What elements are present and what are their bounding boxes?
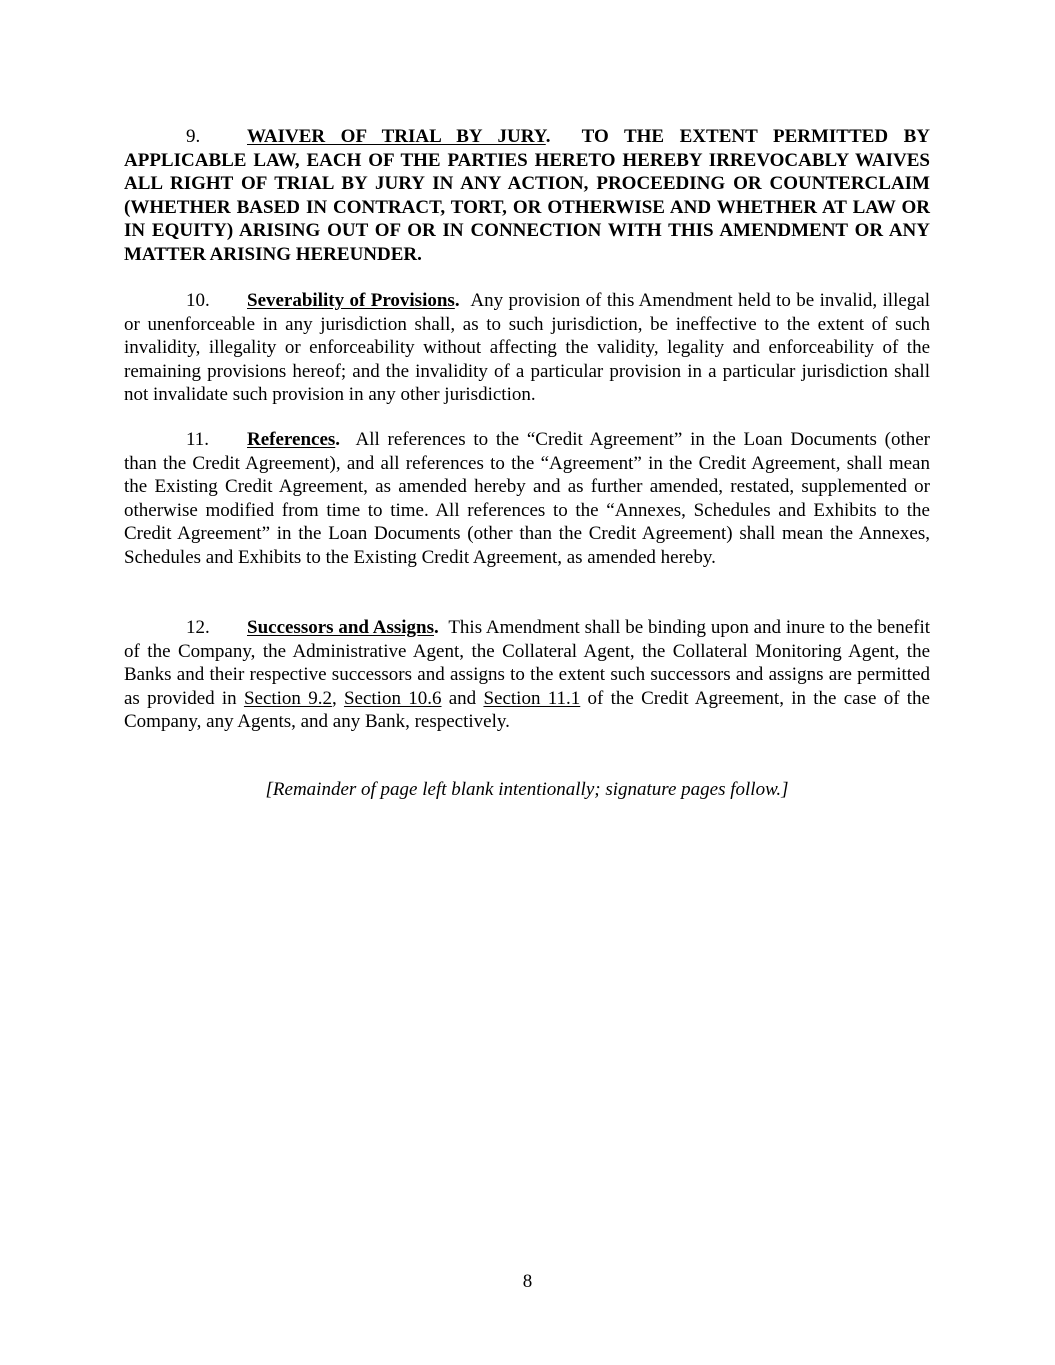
- remainder-note: [Remainder of page left blank intentionally; signature pages follow.]: [265, 779, 789, 800]
- section-12-paragraph: [124, 616, 930, 734]
- section-9-paragraph: [124, 125, 930, 267]
- section-body: All references to the “Credit Agreement” in the Loan Documents (other than the Credit Agreement), and all references to the “Agreement” in the Credit Agreement, shall mean the Existing Credit Agreement, as amended hereby and as further amended, restated, supplemented or otherwise modified from time to time. All references to the “Annexes, Schedules and Exhibits to the Credit Agreement” in the Loan Documents (other than the Credit Agreement) shall mean the Annexes, Schedules and Exhibits to the Existing Credit Agreement, as amended hereby.: [124, 429, 931, 568]
- section-heading: WAIVER OF TRIAL BY JURY: [247, 126, 546, 147]
- section-cross-reference: Section 11.1: [483, 687, 581, 709]
- section-heading-punct: .: [545, 126, 551, 147]
- section-11-paragraph: [124, 428, 930, 570]
- section-heading-punct: .: [433, 617, 439, 638]
- section-heading-punct: .: [454, 290, 460, 311]
- section-number: 12.: [186, 617, 210, 638]
- section-10-paragraph: [124, 289, 930, 407]
- section-cross-reference: Section 9.2: [243, 687, 332, 709]
- section-heading-punct: .: [335, 429, 341, 450]
- section-body: TO THE EXTENT PERMITTED BY APPLICABLE LAW, EACH OF THE PARTIES HERETO HEREBY IRREVOCABLY WAIVES ALL RIGHT OF TRIAL BY JURY IN ANY ACTION, PROCEEDING OR COUNTERCLAIM (WHETHER BASED IN CONTRACT, TORT, OR OTHERWISE AND WHETHER AT LAW OR IN EQUITY) ARISING OUT OF OR IN CONNECTION WITH THIS AMENDMENT OR ANY MATTER ARISING HEREUNDER.: [124, 126, 930, 265]
- section-body: Any provision of this Amendment held to be invalid, illegal or unenforceable in any jurisdiction shall, as to such jurisdiction, be ineffective to the extent of such invalidity, illegality or enforceability without affecting the validity, legality and enforceability of the remaining provisions hereof; and the invalidity of a particular provision in a particular jurisdiction shall not invalidate such provision in any other jurisdiction.: [124, 290, 930, 406]
- section-cross-reference: Section 10.6: [343, 687, 442, 709]
- section-number: 11.: [186, 429, 210, 450]
- section-heading: Successors and Assigns: [247, 617, 434, 638]
- section-number: 9.: [186, 126, 201, 147]
- section-heading: Severability of Provisions: [247, 290, 455, 311]
- section-number: 10.: [186, 290, 210, 311]
- separator: ,: [331, 687, 337, 709]
- separator: and: [448, 687, 477, 709]
- section-body-part2: of the Credit Agreement, in the case of the Company, any Agents, and any Bank, respectively.: [124, 687, 930, 733]
- section-heading: References: [247, 429, 336, 450]
- page-number: 8: [522, 1271, 533, 1292]
- section-body-part1: This Amendment shall be binding upon and inure to the benefit of the Company, the Administrative Agent, the Collateral Agent, the Collateral Monitoring Agent, the Banks and their respective successors and assigns to the extent such successors and assigns are permitted as provided in: [124, 617, 931, 709]
